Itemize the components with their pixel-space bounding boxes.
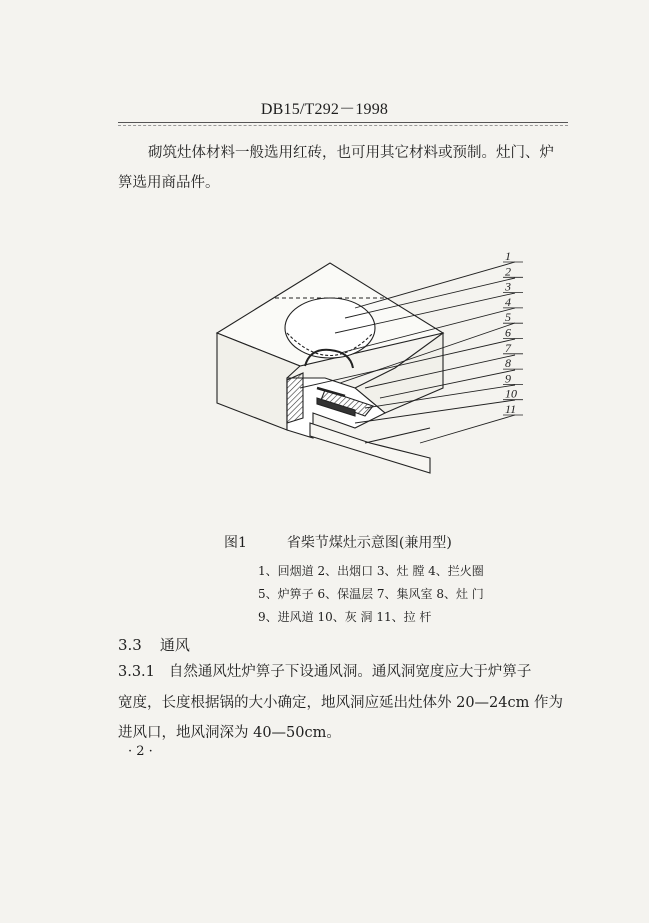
page-number: · 2 ·: [128, 744, 153, 759]
figure-legend-line-2: 5、炉箅子 6、保温层 7、集风室 8、灶 门: [258, 587, 484, 601]
callout-1: 1: [505, 249, 511, 263]
callout-5: 5: [505, 310, 511, 325]
header-rule-dashed: [118, 125, 568, 126]
section-line-1-text: 自然通风灶炉箅子下设通风洞。通风洞宽度应大于炉箅子: [168, 664, 532, 680]
figure-legend-line-3: 9、进风道 10、灰 洞 11、拉 杆: [258, 610, 432, 624]
intro-line-2: 箅选用商品件。: [118, 175, 220, 191]
section-line-1: [118, 657, 531, 688]
section-title: 通风: [159, 636, 190, 654]
intro-line-1: 砌筑灶体材料一般选用红砖，也可用其它材料或预制。灶门、炉: [148, 145, 554, 161]
section-line-3: 进风口，地风洞深为 40—50cm。: [118, 725, 341, 741]
section-number: 3.3: [118, 636, 142, 654]
figure-caption-title: 省柴节煤灶示意图(兼用型): [286, 535, 452, 551]
callout-6: 6: [505, 325, 511, 340]
callout-8: 8: [505, 356, 511, 371]
figure-caption: [224, 532, 452, 552]
section-heading: [118, 634, 190, 655]
figure-legend-line-1: 1、回烟道 2、出烟口 3、灶 膛 4、拦火圈: [258, 564, 484, 578]
header-rule: [118, 122, 568, 123]
callout-3: 3: [505, 279, 511, 294]
subsection-number: 3.3.1: [118, 664, 155, 680]
callout-4: 4: [505, 294, 511, 309]
stove-diagram: [205, 238, 535, 478]
figure-caption-number: 图1: [224, 535, 247, 551]
callout-2: 2: [505, 264, 511, 279]
callout-9: 9: [505, 371, 511, 386]
section-line-2: 宽度，长度根据锅的大小确定，地风洞应延出灶体外 20—24cm 作为: [118, 695, 563, 711]
callout-10: 10: [505, 386, 517, 401]
standard-code-header: DB15/T292－1998: [260, 101, 389, 118]
callout-11: 11: [505, 402, 517, 416]
callout-7: 7: [505, 340, 511, 355]
